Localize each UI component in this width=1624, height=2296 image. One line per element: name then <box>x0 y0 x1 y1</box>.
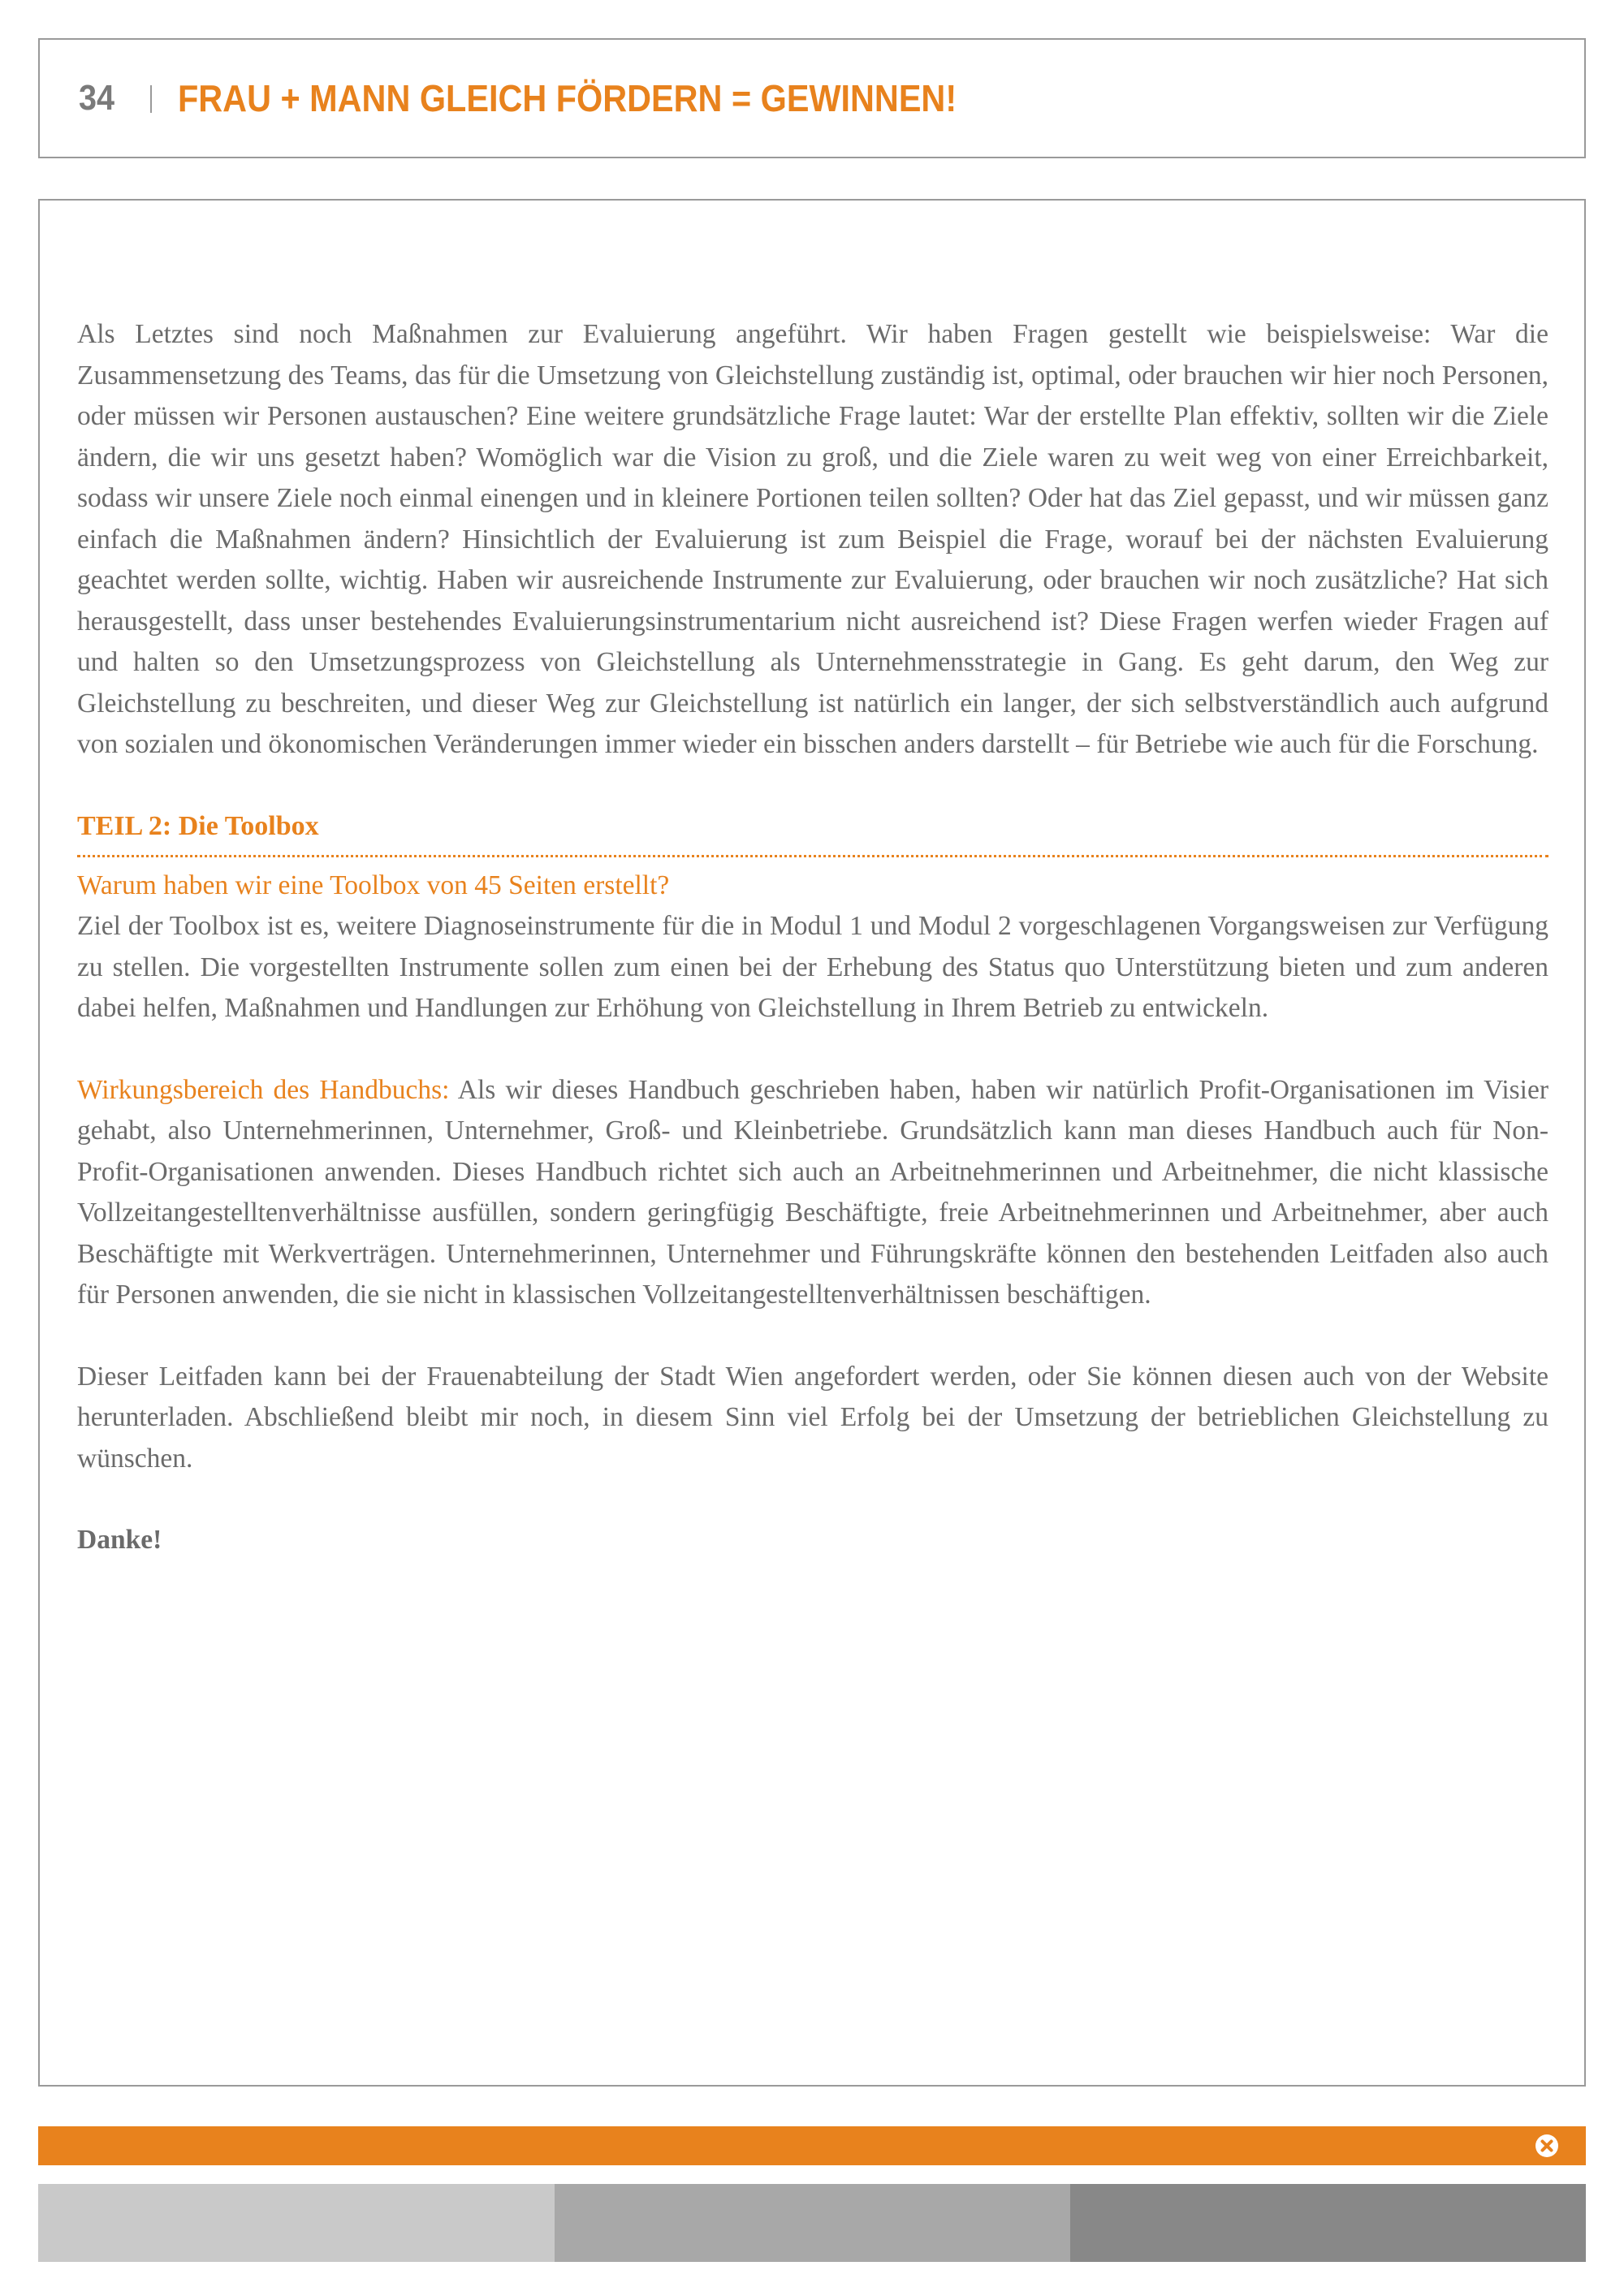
thanks-text: Danke! <box>77 1525 162 1555</box>
paragraph-toolbox: Ziel der Toolbox ist es, weitere Diagnoseinstrumente für die in Modul 1 und Modul 2 vorgeschlagenen Vorgangsweisen zur Verfügung zu stellen. Die vorgestellten Instrumente sollen zum einen bei der Erhebung des Status quo Unterstützung bieten und zum anderen dabei helfen, Maßnahmen und Handlungen zur Erhöhung von Gleichstellung in Ihrem Betrieb zu entwickeln. <box>77 911 1548 1023</box>
paragraph-scope-text: Als wir dieses Handbuch geschrieben haben, haben wir natürlich Profit-Organisationen im Visier gehabt, also Unternehmerinnen, Unternehmer, Groß- und Kleinbetriebe. Grundsätzlich kann man dieses Handbuch auch für Non-Profit-Organisationen anwenden. Dieses Handbuch richtet sich auch an Arbeitnehmerinnen und Arbeitnehmer, die nicht klassische Vollzeitangestelltenverhältnisse ausfüllen, sondern geringfügig Beschäftigte, freie Arbeitnehmerinnen und Arbeitnehmer, aber auch Beschäftigte mit Werkverträgen. Unternehmerinnen, Unternehmer und Führungskräfte können den bestehenden Leitfaden also auch für Personen anwenden, die sie nicht in klassischen Vollzeitangestelltenverhältnissen beschäftigen. <box>77 1074 1548 1310</box>
section-heading: TEIL 2: Die Toolbox <box>77 810 319 841</box>
page-number: 34 <box>79 78 115 118</box>
footer-segment-mid <box>555 2184 1070 2262</box>
close-icon[interactable] <box>1534 2133 1560 2159</box>
paragraph-evaluation: Als Letztes sind noch Maßnahmen zur Evaluierung angeführt. Wir haben Fragen gestellt wie beispielsweise: War die Zusammensetzung des Teams, das für die Umsetzung von Gleichstellung zuständig ist, optimal, oder brauchen wir hier noch Personen, oder müssen wir Personen austauschen? Eine weitere grundsätzliche Frage lautet: War der erstellte Plan effektiv, sollten wir die Ziele ändern, die wir uns gesetzt haben? Womöglich war die Vision zu groß, und die Ziele waren zu weit weg von einer Erreichbarkeit, sodass wir unsere Ziele noch einmal einengen und in kleinere Portionen teilen sollten? Oder hat das Ziel gepasst, und wir müssen ganz einfach die Maßnahmen ändern? Hinsichtlich der Evaluierung ist zum Beispiel die Frage, worauf bei der nächsten Evaluierung geachtet werden sollte, wichtig. Haben wir ausreichende Instrumente zur Evaluierung, oder brauchen wir noch zusätzliche? Hat sich herausgestellt, dass unser bestehendes Evaluierungsinstrumentarium nicht ausreichend ist? Diese Fragen werfen wieder Fragen auf und halten so den Umsetzungsprozess von Gleichstellung als Unternehmensstrategie in Gang. Es geht darum, den Weg zur Gleichstellung zu beschreiten, und dieser Weg zur Gleichstellung ist natürlich ein langer, der sich selbstverständlich auch aufgrund von sozialen und ökonomischen Veränderungen immer wieder ein bisschen anders darstellt – für Betriebe wie auch für die Forschung. <box>77 319 1548 759</box>
paragraph-closing: Dieser Leitfaden kann bei der Frauenabteilung der Stadt Wien angefordert werden, oder Sie können diesen auch von der Website herunterladen. Abschließend bleibt mir noch, in diesem Sinn viel Erfolg bei der Umsetzung der betrieblichen Gleichstellung zu wünschen. <box>77 1361 1548 1474</box>
footer-segment-dark <box>1070 2184 1586 2262</box>
header-divider <box>150 85 152 113</box>
footer-segment-light <box>38 2184 555 2262</box>
page-header <box>38 38 1586 158</box>
paragraph-scope <box>77 1070 1548 1316</box>
article-body <box>77 314 1548 1561</box>
footer-accent-bar <box>38 2126 1586 2165</box>
page-title: FRAU + MANN GLEICH FÖRDERN = GEWINNEN! <box>178 77 957 119</box>
paragraph-scope-lead: Wirkungsbereich des Handbuchs: <box>77 1074 450 1105</box>
subheading: Warum haben wir eine Toolbox von 45 Seiten erstellt? <box>77 870 670 900</box>
dotted-divider <box>77 855 1548 857</box>
